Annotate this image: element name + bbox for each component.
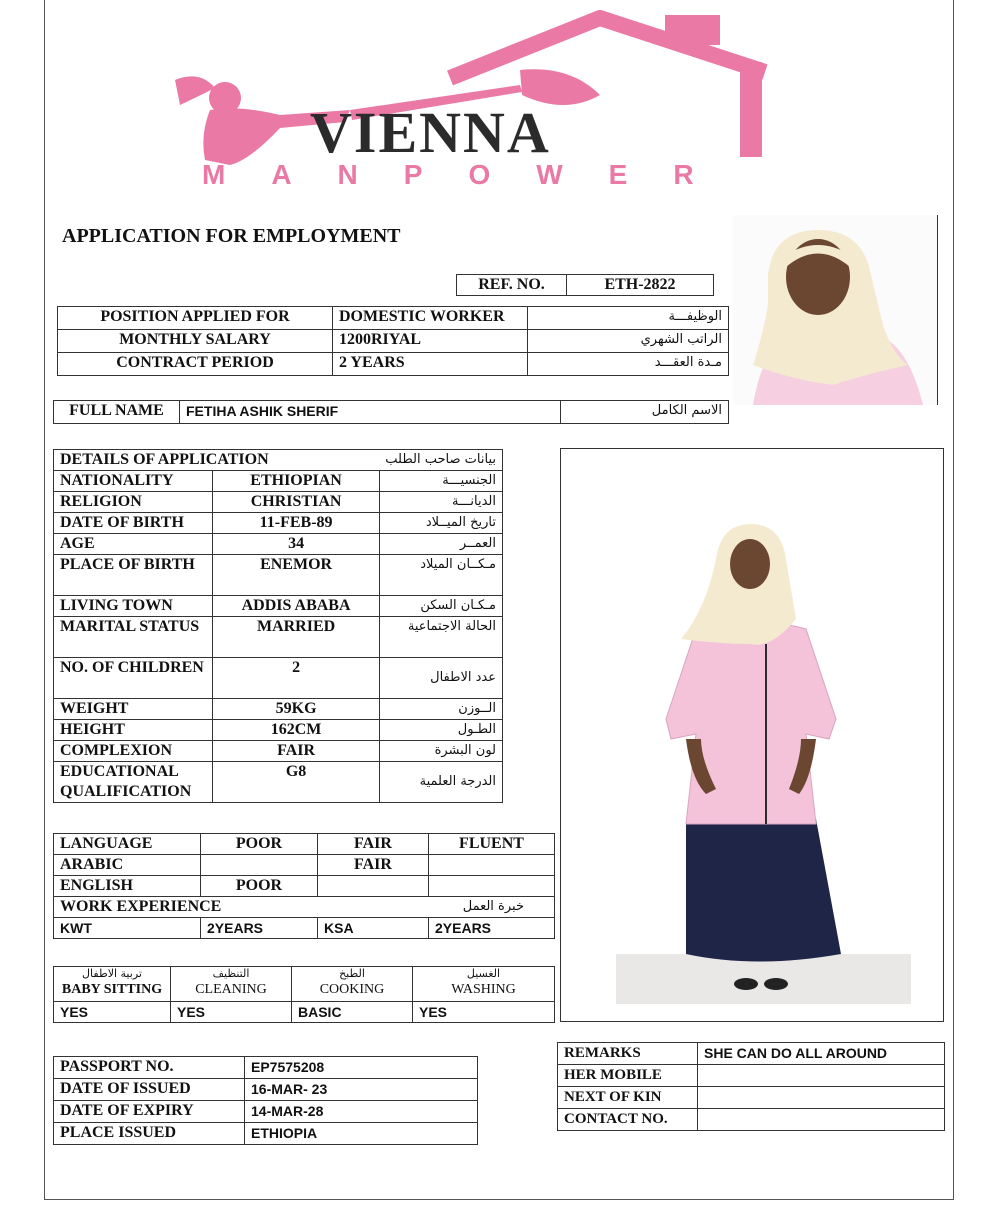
- work-country: KWT: [54, 918, 201, 939]
- mobile-label: HER MOBILE: [558, 1065, 698, 1087]
- position-row: [58, 307, 729, 330]
- remarks-label: REMARKS: [558, 1043, 698, 1065]
- detail-row: [54, 555, 503, 596]
- detail-label: EDUCATIONAL QUALIFICATION: [54, 762, 213, 803]
- detail-label: COMPLEXION: [54, 741, 213, 762]
- detail-value: ADDIS ABABA: [213, 596, 379, 617]
- next-of-kin-value: [698, 1087, 945, 1109]
- passport-value: ETHIOPIA: [245, 1123, 478, 1145]
- detail-ar: الديانـــة: [379, 492, 502, 513]
- detail-ar: الحالة الاجتماعية: [379, 617, 502, 658]
- detail-label: NO. OF CHILDREN: [54, 658, 213, 699]
- passport-row: [54, 1057, 478, 1079]
- skill-label: BABY SITTING: [61, 982, 163, 997]
- contract-ar: مـدة العقـــد: [528, 353, 729, 376]
- detail-ar: مـكـان السكن: [379, 596, 502, 617]
- detail-ar: الدرجة العلمية: [379, 762, 502, 803]
- skill-cell: [171, 967, 292, 1002]
- detail-ar: تاريخ الميــلاد: [379, 513, 502, 534]
- passport-value: 14-MAR-28: [245, 1101, 478, 1123]
- work-experience-row: [54, 918, 555, 939]
- language-header: FLUENT: [429, 834, 555, 855]
- detail-ar: العمــر: [379, 534, 502, 555]
- passport-value: 16-MAR- 23: [245, 1079, 478, 1101]
- language-row: [54, 876, 555, 897]
- detail-ar: لون البشرة: [379, 741, 502, 762]
- detail-row: [54, 699, 503, 720]
- full-name-ar: الاسم الكامل: [561, 401, 729, 424]
- detail-label: MARITAL STATUS: [54, 617, 213, 658]
- salary-row: [58, 330, 729, 353]
- language-level: [429, 855, 555, 876]
- detail-row: [54, 617, 503, 658]
- ref-table: [456, 274, 714, 296]
- passport-table: [53, 1056, 478, 1145]
- passport-row: [54, 1101, 478, 1123]
- work-experience-label: WORK EXPERIENCE: [54, 897, 318, 918]
- detail-value: ENEMOR: [213, 555, 379, 596]
- language-level: [201, 855, 318, 876]
- detail-row: [54, 720, 503, 741]
- svg-text:VIENNA: VIENNA: [310, 100, 551, 165]
- detail-value: CHRISTIAN: [213, 492, 379, 513]
- detail-value: 34: [213, 534, 379, 555]
- contract-value: 2 YEARS: [333, 353, 528, 376]
- skill-label: COOKING: [319, 982, 385, 997]
- detail-label: LIVING TOWN: [54, 596, 213, 617]
- language-level: [318, 876, 429, 897]
- skill-ar: الغسيل: [466, 967, 501, 980]
- detail-row: [54, 741, 503, 762]
- full-name-label: FULL NAME: [54, 401, 180, 424]
- portrait-photo: [733, 215, 938, 405]
- contact-row: [558, 1109, 945, 1131]
- details-header-row: [54, 450, 503, 471]
- detail-label: AGE: [54, 534, 213, 555]
- detail-row: [54, 596, 503, 617]
- position-value: DOMESTIC WORKER: [333, 307, 528, 330]
- language-header: LANGUAGE: [54, 834, 201, 855]
- salary-value: 1200RIYAL: [333, 330, 528, 353]
- skill-cell: [292, 967, 413, 1002]
- svg-text:MANPOWER: MANPOWER: [202, 159, 740, 190]
- detail-value: 162CM: [213, 720, 379, 741]
- detail-value: 2: [213, 658, 379, 699]
- next-of-kin-row: [558, 1087, 945, 1109]
- detail-value: FAIR: [213, 741, 379, 762]
- detail-label: NATIONALITY: [54, 471, 213, 492]
- passport-value: EP7575208: [245, 1057, 478, 1079]
- work-experience-header-row: [54, 897, 555, 918]
- remarks-value: SHE CAN DO ALL AROUND: [698, 1043, 945, 1065]
- work-experience-ar: خبرة العمل: [318, 897, 555, 918]
- work-duration: 2YEARS: [429, 918, 555, 939]
- mobile-value: [698, 1065, 945, 1087]
- full-body-photo: [560, 448, 944, 1022]
- skill-ar: التنظيف: [212, 967, 250, 980]
- detail-ar: الــوزن: [379, 699, 502, 720]
- detail-value: MARRIED: [213, 617, 379, 658]
- skill-cell: [413, 967, 555, 1002]
- work-duration: 2YEARS: [201, 918, 318, 939]
- detail-value: 11-FEB-89: [213, 513, 379, 534]
- salary-ar: الراتب الشهري: [528, 330, 729, 353]
- language-header: POOR: [201, 834, 318, 855]
- logo-graphic: [170, 10, 790, 195]
- skill-ar: تربية الاطفال: [82, 967, 142, 980]
- detail-ar: الجنسيـــة: [379, 471, 502, 492]
- detail-label: DATE OF BIRTH: [54, 513, 213, 534]
- detail-row: [54, 471, 503, 492]
- language-row: [54, 855, 555, 876]
- passport-row: [54, 1123, 478, 1145]
- skills-label-row: [54, 967, 555, 1002]
- detail-label: PLACE OF BIRTH: [54, 555, 213, 596]
- detail-value: ETHIOPIAN: [213, 471, 379, 492]
- detail-value: G8: [213, 762, 379, 803]
- language-name: ARABIC: [54, 855, 201, 876]
- contract-label: CONTRACT PERIOD: [58, 353, 333, 376]
- next-of-kin-label: NEXT OF KIN: [558, 1087, 698, 1109]
- skill-ar: الطبخ: [339, 967, 365, 980]
- detail-row: [54, 513, 503, 534]
- detail-label: WEIGHT: [54, 699, 213, 720]
- detail-row: [54, 762, 503, 803]
- full-name-table: [53, 400, 729, 424]
- detail-label: HEIGHT: [54, 720, 213, 741]
- language-level: POOR: [201, 876, 318, 897]
- work-country: KSA: [318, 918, 429, 939]
- skill-label: CLEANING: [195, 982, 267, 997]
- detail-value: 59KG: [213, 699, 379, 720]
- full-name-value: FETIHA ASHIK SHERIF: [180, 401, 561, 424]
- contact-value: [698, 1109, 945, 1131]
- skill-cell: [54, 967, 171, 1002]
- skills-value-row: [54, 1002, 555, 1023]
- detail-ar: عدد الاطفال: [379, 658, 502, 699]
- passport-row: [54, 1079, 478, 1101]
- skill-value: BASIC: [292, 1002, 413, 1023]
- language-table: [53, 833, 555, 939]
- language-name: ENGLISH: [54, 876, 201, 897]
- passport-label: PASSPORT NO.: [54, 1057, 245, 1079]
- details-header-ar: بيانات صاحب الطلب: [379, 450, 502, 471]
- language-header-row: [54, 834, 555, 855]
- ref-label: REF. NO.: [457, 275, 567, 296]
- passport-label: PLACE ISSUED: [54, 1123, 245, 1145]
- contact-label: CONTACT NO.: [558, 1109, 698, 1131]
- skills-table: [53, 966, 555, 1023]
- details-table: [53, 449, 503, 803]
- detail-ar: الطـول: [379, 720, 502, 741]
- passport-label: DATE OF ISSUED: [54, 1079, 245, 1101]
- passport-label: DATE OF EXPIRY: [54, 1101, 245, 1123]
- detail-row: [54, 492, 503, 513]
- remarks-row: [558, 1043, 945, 1065]
- details-header: DETAILS OF APPLICATION: [54, 450, 380, 471]
- skill-value: YES: [413, 1002, 555, 1023]
- page-title: APPLICATION FOR EMPLOYMENT: [62, 225, 401, 247]
- mobile-row: [558, 1065, 945, 1087]
- salary-label: MONTHLY SALARY: [58, 330, 333, 353]
- position-table: [57, 306, 729, 376]
- remarks-table: [557, 1042, 945, 1131]
- language-level: [429, 876, 555, 897]
- language-header: FAIR: [318, 834, 429, 855]
- skill-value: YES: [171, 1002, 292, 1023]
- position-label: POSITION APPLIED FOR: [58, 307, 333, 330]
- contract-row: [58, 353, 729, 376]
- skill-label: WASHING: [451, 982, 516, 997]
- company-logo: [170, 10, 790, 195]
- detail-row: [54, 534, 503, 555]
- detail-label: RELIGION: [54, 492, 213, 513]
- language-level: FAIR: [318, 855, 429, 876]
- skill-value: YES: [54, 1002, 171, 1023]
- detail-ar: مـكــان الميلاد: [379, 555, 502, 596]
- ref-value: ETH-2822: [567, 275, 714, 296]
- position-ar: الوظيفـــة: [528, 307, 729, 330]
- detail-row: [54, 658, 503, 699]
